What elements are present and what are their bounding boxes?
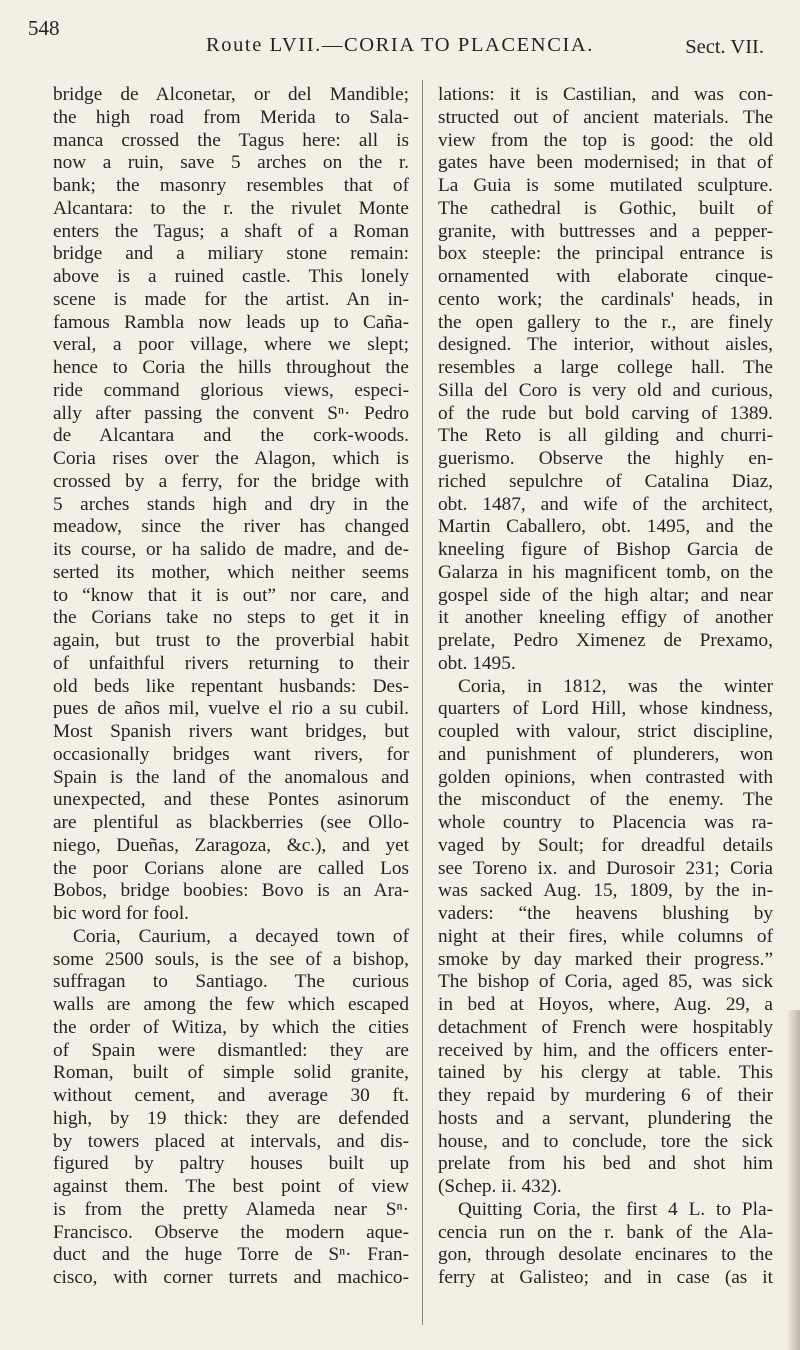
text-line: vaged by Soult; for dreadful details: [438, 834, 773, 856]
text-line: The cathedral is Gothic, built of: [438, 197, 773, 219]
text-line: night at their fires, while columns of: [438, 925, 773, 947]
text-line: coupled with valour, strict discipline,: [438, 721, 773, 742]
text-line: suffragan to Santiago. The curious: [53, 971, 409, 993]
text-line: whole country to Placencia was ra-: [438, 812, 773, 833]
text-line: Coria rises over the Alagon, which is: [53, 448, 409, 469]
text-line: its course, or ha salido de madre, and de-: [53, 539, 409, 560]
text-line: the order of Witiza, by which the cities: [53, 1016, 409, 1038]
text-line: (Schep. ii. 432).: [438, 1176, 562, 1197]
text-line: walls are among the few which escaped: [53, 994, 409, 1015]
text-line: golden opinions, when contrasted with: [438, 766, 773, 788]
text-line: ally after passing the convent Sⁿ· Pedro: [53, 402, 409, 424]
section-label: Sect. VII.: [685, 36, 764, 58]
page-number: 548: [28, 16, 60, 40]
text-line: of Spain were dismantled: they are: [53, 1039, 409, 1061]
text-line: against them. The best point of view: [53, 1176, 409, 1197]
text-line: riched sepulchre of Catalina Diaz,: [438, 470, 773, 492]
text-line: see Toreno ix. and Durosoir 231; Coria: [438, 857, 773, 879]
text-line: high, by 19 thick: they are defended: [53, 1107, 409, 1129]
text-line: of the rude but bold carving of 1389.: [438, 402, 773, 424]
text-line: prelate from his bed and shot him: [438, 1153, 773, 1175]
text-line: prelate, Pedro Ximenez de Prexamo,: [438, 630, 773, 651]
text-line: scene is made for the artist. An in-: [53, 288, 409, 310]
text-line: gospel side of the high altar; and near: [438, 584, 773, 606]
text-line: granite, with buttresses and a pepper-: [438, 220, 773, 242]
text-line: quarters of Lord Hill, whose kindness,: [438, 698, 773, 720]
text-line: above is a ruined castle. This lonely: [53, 266, 409, 287]
text-line: is from the pretty Alameda near Sⁿ·: [53, 1198, 409, 1220]
text-line: hence to Coria the hills throughout the: [53, 357, 409, 378]
text-line: occasionally bridges want rivers, for: [53, 743, 409, 765]
text-line: Roman, built of simple solid granite,: [53, 1062, 409, 1084]
text-line: Quitting Coria, the first 4 L. to Pla-: [458, 1198, 773, 1220]
route-title: —CORIA TO PLACENCIA.: [321, 34, 595, 56]
right-column: [438, 84, 773, 1290]
text-line: gates have been modernised; in that of: [438, 152, 773, 174]
text-line: kneeling figure of Bishop Garcia de: [438, 539, 773, 560]
text-line: again, but trust to the proverbial habit: [53, 630, 409, 651]
text-line: Alcantara: to the r. the rivulet Monte: [53, 197, 409, 219]
text-line: Coria, Caurium, a decayed town of: [73, 925, 409, 947]
text-line: cisco, with corner turrets and machico-: [53, 1267, 409, 1288]
text-line: Francisco. Observe the modern aque-: [53, 1221, 409, 1243]
text-line: bridge and a miliary stone remain:: [53, 243, 409, 265]
text-line: cento work; the cardinals' heads, in: [438, 288, 773, 310]
text-line: veral, a poor village, where we slept;: [53, 334, 409, 356]
text-line: the Corians take no steps to get it in: [53, 607, 409, 629]
text-line: vaders: “the heavens blushing by: [438, 903, 773, 924]
text-line: the open gallery to the r., are finely: [438, 311, 773, 333]
text-line: hosts and a servant, plundering the: [438, 1107, 773, 1129]
text-line: meadow, since the river has changed: [53, 516, 409, 538]
text-line: niego, Dueñas, Zaragoza, &c.), and yet: [53, 834, 409, 856]
text-line: Spain is the land of the anomalous and: [53, 766, 409, 788]
text-line: Bobos, bridge boobies: Bovo is an Ara-: [53, 880, 409, 902]
text-line: resembles a large college hall. The: [438, 357, 773, 378]
text-line: the poor Corians alone are called Los: [53, 857, 409, 879]
text-line: without cement, and average 30 ft.: [53, 1085, 409, 1106]
column-rule: [422, 80, 423, 1325]
text-line: to “know that it is out” nor care, and: [53, 584, 409, 606]
text-line: smoke by day marked their progress.”: [438, 948, 773, 970]
text-line: the high road from Merida to Sala-: [53, 106, 409, 128]
text-line: ornamented with elaborate cinque-: [438, 266, 773, 287]
text-line: now a ruin, save 5 arches on the r.: [53, 152, 409, 174]
text-line: and punishment of plunderers, won: [438, 743, 773, 765]
text-line: La Guia is some mutilated sculpture.: [438, 175, 773, 196]
text-line: of unfaithful rivers returning to their: [53, 652, 409, 674]
text-line: manca crossed the Tagus here: all is: [53, 129, 409, 151]
text-line: The bishop of Coria, aged 85, was sick: [438, 971, 773, 993]
text-line: Martin Caballero, obt. 1495, and the: [438, 516, 773, 538]
text-line: ride command glorious views, especi-: [53, 379, 409, 401]
text-line: The Reto is all gilding and churri-: [438, 425, 773, 447]
text-line: Silla del Coro is very old and curious,: [438, 379, 773, 401]
text-line: received by him, and the officers enter-: [438, 1039, 773, 1061]
text-line: 5 arches stands high and dry in the: [53, 493, 409, 515]
text-line: bic word for fool.: [53, 903, 190, 924]
text-line: tained by his clergy at table. This: [438, 1062, 773, 1084]
text-line: unexpected, and these Pontes asinorum: [53, 789, 409, 811]
text-line: are plentiful as blackberries (see Ollo-: [53, 812, 409, 833]
text-line: duct and the huge Torre de Sⁿ· Fran-: [53, 1244, 409, 1266]
text-line: detachment of French were hospitably: [438, 1016, 773, 1038]
text-line: Coria, in 1812, was the winter: [458, 675, 773, 697]
left-column: [53, 84, 409, 1290]
text-line: figured by paltry houses built up: [53, 1153, 409, 1175]
running-head: [0, 34, 800, 57]
text-line: some 2500 souls, is the see of a bishop,: [53, 948, 409, 970]
text-line: the misconduct of the enemy. The: [438, 789, 773, 811]
text-line: serted its mother, which neither seems: [53, 561, 409, 583]
text-line: old beds like repentant husbands: Des-: [53, 675, 409, 697]
text-line: cencia run on the r. bank of the Ala-: [438, 1221, 773, 1243]
text-line: by towers placed at intervals, and dis-: [53, 1130, 409, 1152]
text-line: guerismo. Observe the highly en-: [438, 448, 773, 469]
text-line: bank; the masonry resembles that of: [53, 175, 409, 196]
text-line: in bed at Hoyos, where, Aug. 29, a: [438, 994, 773, 1015]
route-label: Route LVII.: [205, 34, 322, 56]
text-line: famous Rambla now leads up to Caña-: [53, 311, 409, 333]
text-line: Most Spanish rivers want bridges, but: [53, 721, 409, 742]
text-line: ferry at Galisteo; and in case (as it: [438, 1267, 773, 1288]
text-line: Galarza in his magnificent tomb, on the: [438, 561, 773, 583]
text-line: obt. 1487, and wife of the architect,: [438, 493, 773, 515]
text-line: crossed by a ferry, for the bridge with: [53, 470, 409, 492]
text-line: bridge de Alconetar, or del Mandible;: [53, 84, 409, 105]
text-line: lations: it is Castilian, and was con-: [438, 84, 773, 105]
text-line: designed. The interior, without aisles,: [438, 334, 773, 356]
text-line: was sacked Aug. 15, 1809, by the in-: [438, 880, 773, 902]
text-line: obt. 1495.: [438, 652, 516, 674]
text-line: house, and to conclude, tore the sick: [438, 1130, 773, 1152]
page-edge-stain: [786, 1010, 800, 1350]
text-line: pues de años mil, vuelve el rio a su cubil.: [53, 698, 409, 720]
text-line: it another kneeling effigy of another: [438, 607, 773, 629]
text-line: structed out of ancient materials. The: [438, 106, 773, 128]
text-line: box steeple: the principal entrance is: [438, 243, 773, 265]
text-line: de Alcantara and the cork-woods.: [53, 425, 409, 447]
text-line: they repaid by murdering 6 of their: [438, 1085, 773, 1106]
text-line: view from the top is good: the old: [438, 129, 773, 151]
text-line: gon, through desolate encinares to the: [438, 1244, 773, 1266]
text-line: enters the Tagus; a shaft of a Roman: [53, 220, 409, 242]
